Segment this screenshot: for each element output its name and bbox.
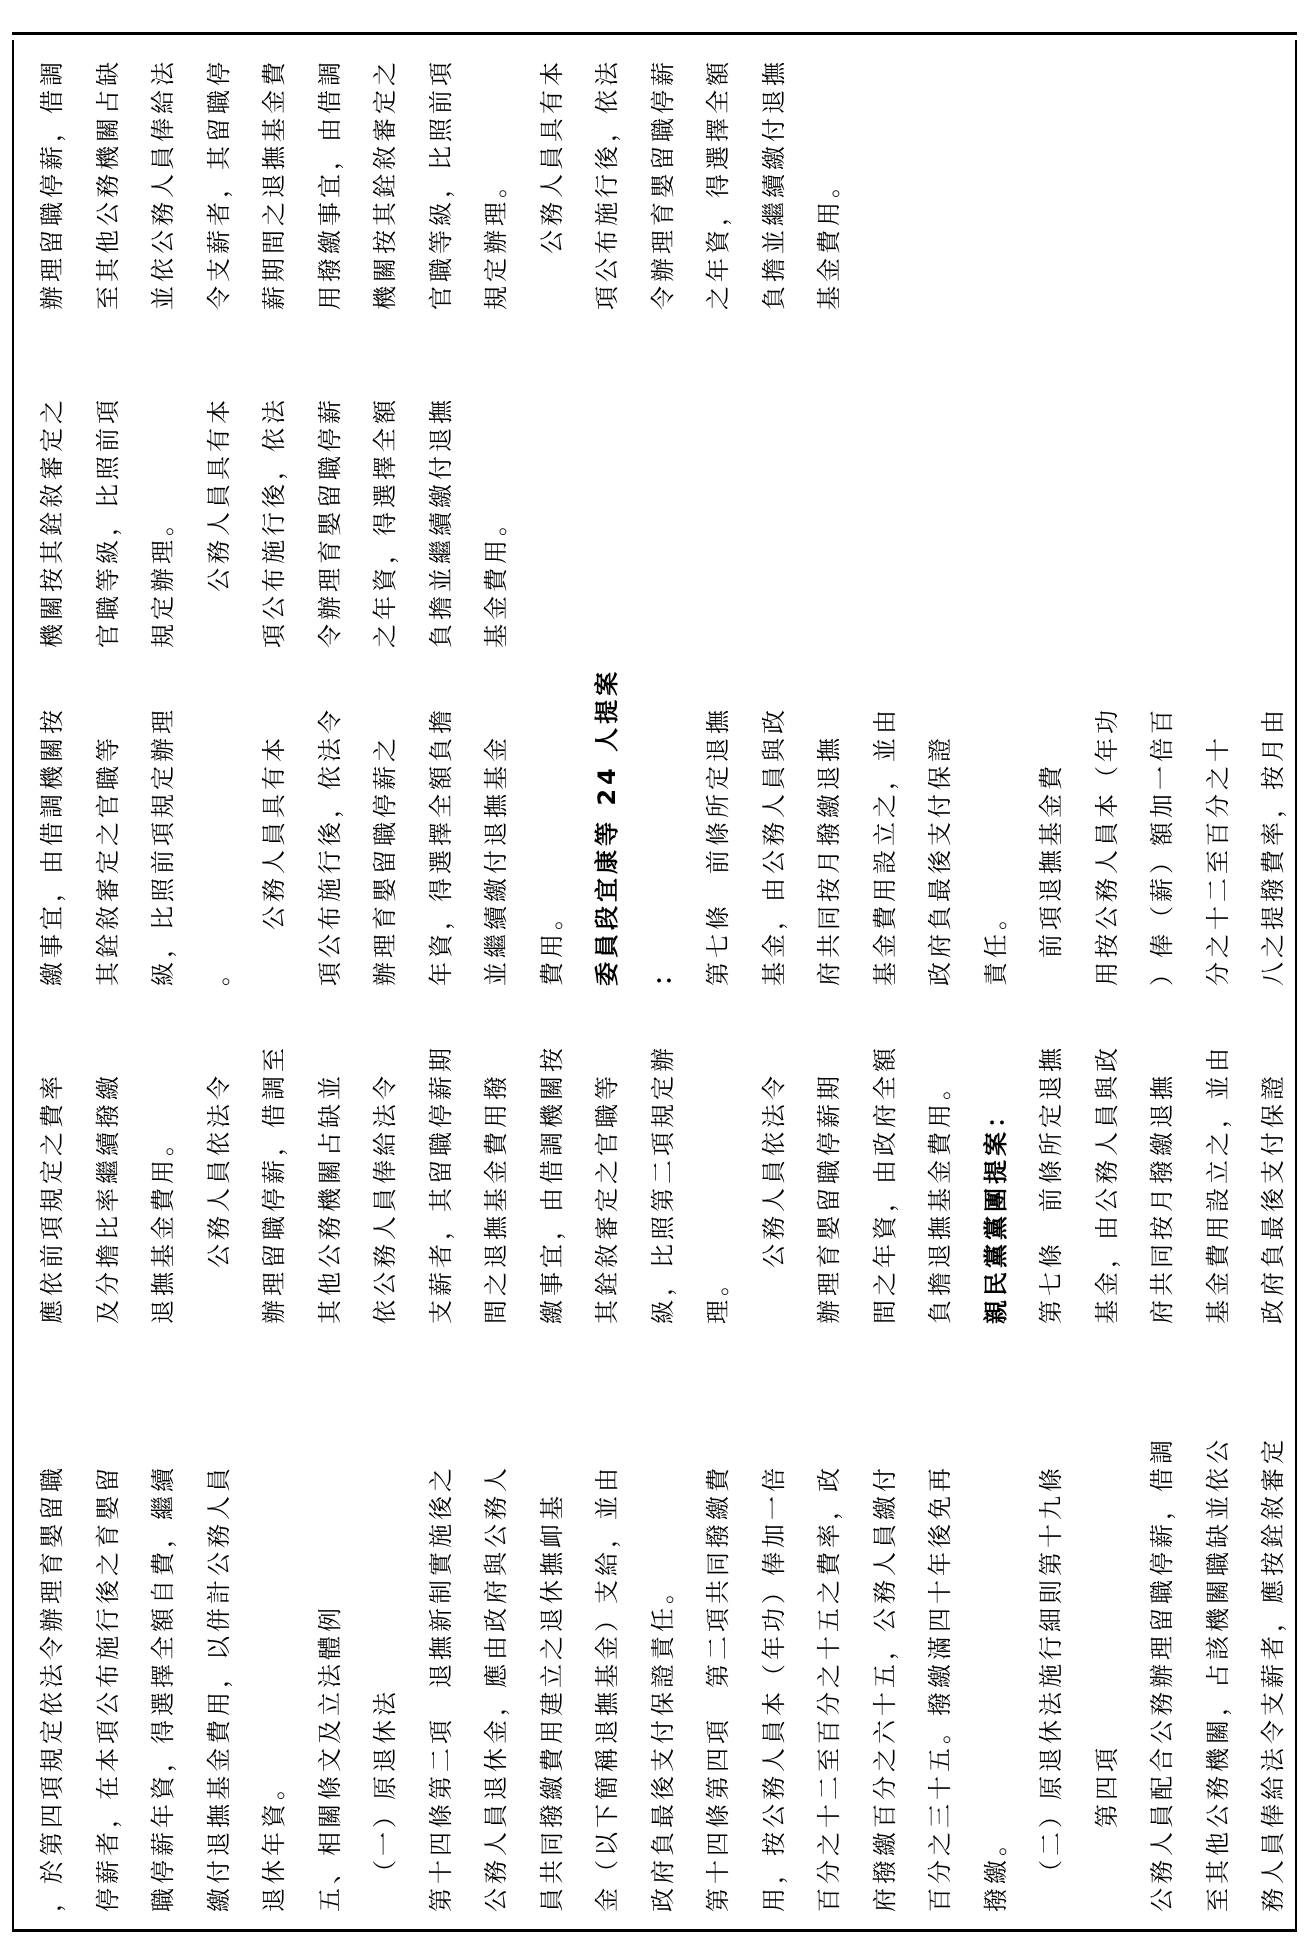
column-current-law-notes [12,1342,1297,1932]
text-line: 負擔並繼續繳付退撫 [426,396,455,648]
text-line: 間之退撫基金費用撥 [482,1072,510,1324]
text-line: 第七條 前條所定退撫 [704,706,732,986]
text-line: 分之十二至百分之十 [1203,734,1232,986]
text-line: 繳事宜，由借調機關按 [38,706,66,986]
text-line: 應依前項規定之費率 [38,1072,66,1324]
text-line: 政府負最後支付保證責任。 [648,1576,677,1912]
text-line: 基金費用設立之，並由 [1203,1044,1232,1324]
text-line: 公務人員退休金，應由政府與公務人 [482,1464,510,1912]
text-line: 之年資，得選擇全額 [371,396,399,648]
text-line: 至其他公務機關占缺 [93,58,122,310]
text-line: 基金費用。 [482,508,510,648]
column-lines [14,40,1295,330]
text-line: 令支薪者，其留職停 [204,58,233,310]
text-line: 公務人員具有本 [260,734,288,930]
text-line: ）俸（薪）額加一倍百 [1148,706,1176,986]
text-line: ，於第四項規定依法令辦理育嬰留職 [38,1464,66,1912]
text-line: 五、相關條文及立法體例 [315,1604,344,1912]
text-line: （二）原退休法施行細則第十九條 [1037,1464,1065,1884]
text-line: 項公布施行後，依法 [593,58,621,310]
text-line: 負擔並繼續繳付退撫 [759,58,788,310]
text-line: 項公布施行後，依法 [260,396,288,648]
text-line: 政府負最後支付保證 [926,734,954,986]
column-lines [14,328,1295,668]
column-committee-version [12,328,1297,668]
text-line: 規定辦理。 [149,508,177,648]
text-line: 第七條 前條所定退撫 [1037,1044,1065,1324]
text-line: 公務人員具有本 [204,396,233,592]
text-line: 職停薪年資，得選擇全額自費，繼續 [149,1464,177,1912]
text-line: 金（以下簡稱退撫基金）支給，並由 [593,1464,621,1912]
text-line: 第十四條第四項 第二項共同撥繳費 [704,1464,732,1912]
text-line: 基金費用。 [815,170,843,310]
text-line: 第四項 [1092,1744,1121,1828]
text-line: 公務人員依法令 [759,1072,788,1268]
text-line: 務人員俸給法令支薪者，應按銓敘審定 [1259,1436,1287,1912]
text-line: 至其他公務機關，占該機關職缺並依公 [1203,1436,1232,1912]
text-line: 公務人員依法令 [204,1072,233,1268]
text-line: 並繼續繳付退撫基金 [482,734,510,986]
text-line: 用撥繳事宜，由借調 [315,58,344,310]
column-lines [14,666,1295,1006]
text-line: 令辦理育嬰留職停薪 [648,58,677,310]
text-line: 退撫基金費用。 [149,1128,177,1324]
text-line: 停薪者，在本項公布施行後之育嬰留 [93,1464,122,1912]
text-line: 並依公務人員俸給法 [149,58,177,310]
text-line: ： [648,958,677,986]
text-line: 之年資，得選擇全額 [704,58,732,310]
text-line: 官職等級，比照前項 [93,396,122,648]
column-executive-version [12,40,1297,330]
text-line: 令辦理育嬰留職停薪 [315,396,344,648]
text-line: 其銓敘審定之官職等 [593,1072,621,1324]
text-line: 公務人員具有本 [537,58,566,254]
text-line: 辦理育嬰留職停薪期 [815,1072,843,1324]
text-line: 府撥繳百分之六十五，公務人員繳付 [870,1464,899,1912]
text-line: 用，按公務人員本（年功）俸加一倍 [759,1464,788,1912]
text-line: 基金，由公務人員與政 [759,706,788,986]
text-line: 八之提撥費率，按月由 [1259,706,1287,986]
text-line: 公務人員配合公務辦理留職停薪，借調 [1148,1436,1176,1912]
text-line: 辦理育嬰留職停薪之 [371,734,399,986]
text-line: 基金費用設立之，並由 [870,706,899,986]
text-line: 親民黨黨團提案： [981,1100,1010,1324]
text-line: 政府負最後支付保證 [1259,1072,1287,1324]
text-line: 府共同按月撥繳退撫 [1148,1072,1176,1324]
text-line: 機關按其銓敘審定之 [38,396,66,648]
text-line: 級，比照第二項規定辦 [648,1044,677,1324]
text-line: 官職等級，比照前項 [426,58,455,310]
text-line: 繳事宜，由借調機關按 [537,1044,566,1324]
text-line: 繳付退撫基金費用，以併計公務人員 [204,1464,233,1912]
text-line: 前項退撫基金費 [1037,762,1065,958]
text-line: 基金，由公務人員與政 [1092,1044,1121,1324]
column-legislator-proposal [12,666,1297,1006]
text-line: 百分之十二至百分之十五之費率，政 [815,1464,843,1912]
text-line: 責任。 [981,902,1010,986]
text-line: 第十四條第二項 退撫新制實施後之 [426,1464,455,1912]
column-lines [14,1342,1295,1932]
text-line: 辦理留職停薪，借調 [38,58,66,310]
text-line: 費用。 [537,902,566,986]
text-line: 理。 [704,1268,732,1324]
text-line: 其銓敘審定之官職等 [93,734,122,986]
text-line: 撥繳。 [981,1828,1010,1912]
text-line: 辦理留職停薪，借調至 [260,1044,288,1324]
text-line: 薪期間之退撫基金費 [260,58,288,310]
text-line: 機關按其銓敘審定之 [371,58,399,310]
column-lines [14,1004,1295,1344]
text-line: 負擔退撫基金費用。 [926,1072,954,1324]
text-line: 級，比照前項規定辦理 [149,706,177,986]
text-line: 間之年資，由政府全額 [870,1044,899,1324]
text-line: 委員段宜康等 24 人提案 [593,667,621,986]
table-top-rule [12,32,1297,35]
text-line: 。 [204,958,233,986]
text-line: 其他公務機關占缺並 [315,1072,344,1324]
text-line: 退休年資。 [260,1772,288,1912]
text-line: 府共同按月撥繳退撫 [815,734,843,986]
text-line: 年資，得選擇全額負擔 [426,706,455,986]
column-pfp-proposal [12,1004,1297,1344]
text-line: 員共同撥繳費用建立之退休撫卹基 [537,1492,566,1912]
text-line: 及分擔比率繼續撥繳 [93,1072,122,1324]
text-line: 支薪者，其留職停薪期 [426,1044,455,1324]
text-line: 規定辦理。 [482,170,510,310]
comparison-table [12,32,1297,1932]
text-line: 依公務人員俸給法令 [371,1072,399,1324]
text-line: 百分之三十五。撥繳滿四十年後免再 [926,1464,954,1912]
text-line: 項公布施行後，依法令 [315,706,344,986]
text-line: （一）原退休法 [371,1688,399,1884]
text-line: 用按公務人員本（年功 [1092,706,1121,986]
